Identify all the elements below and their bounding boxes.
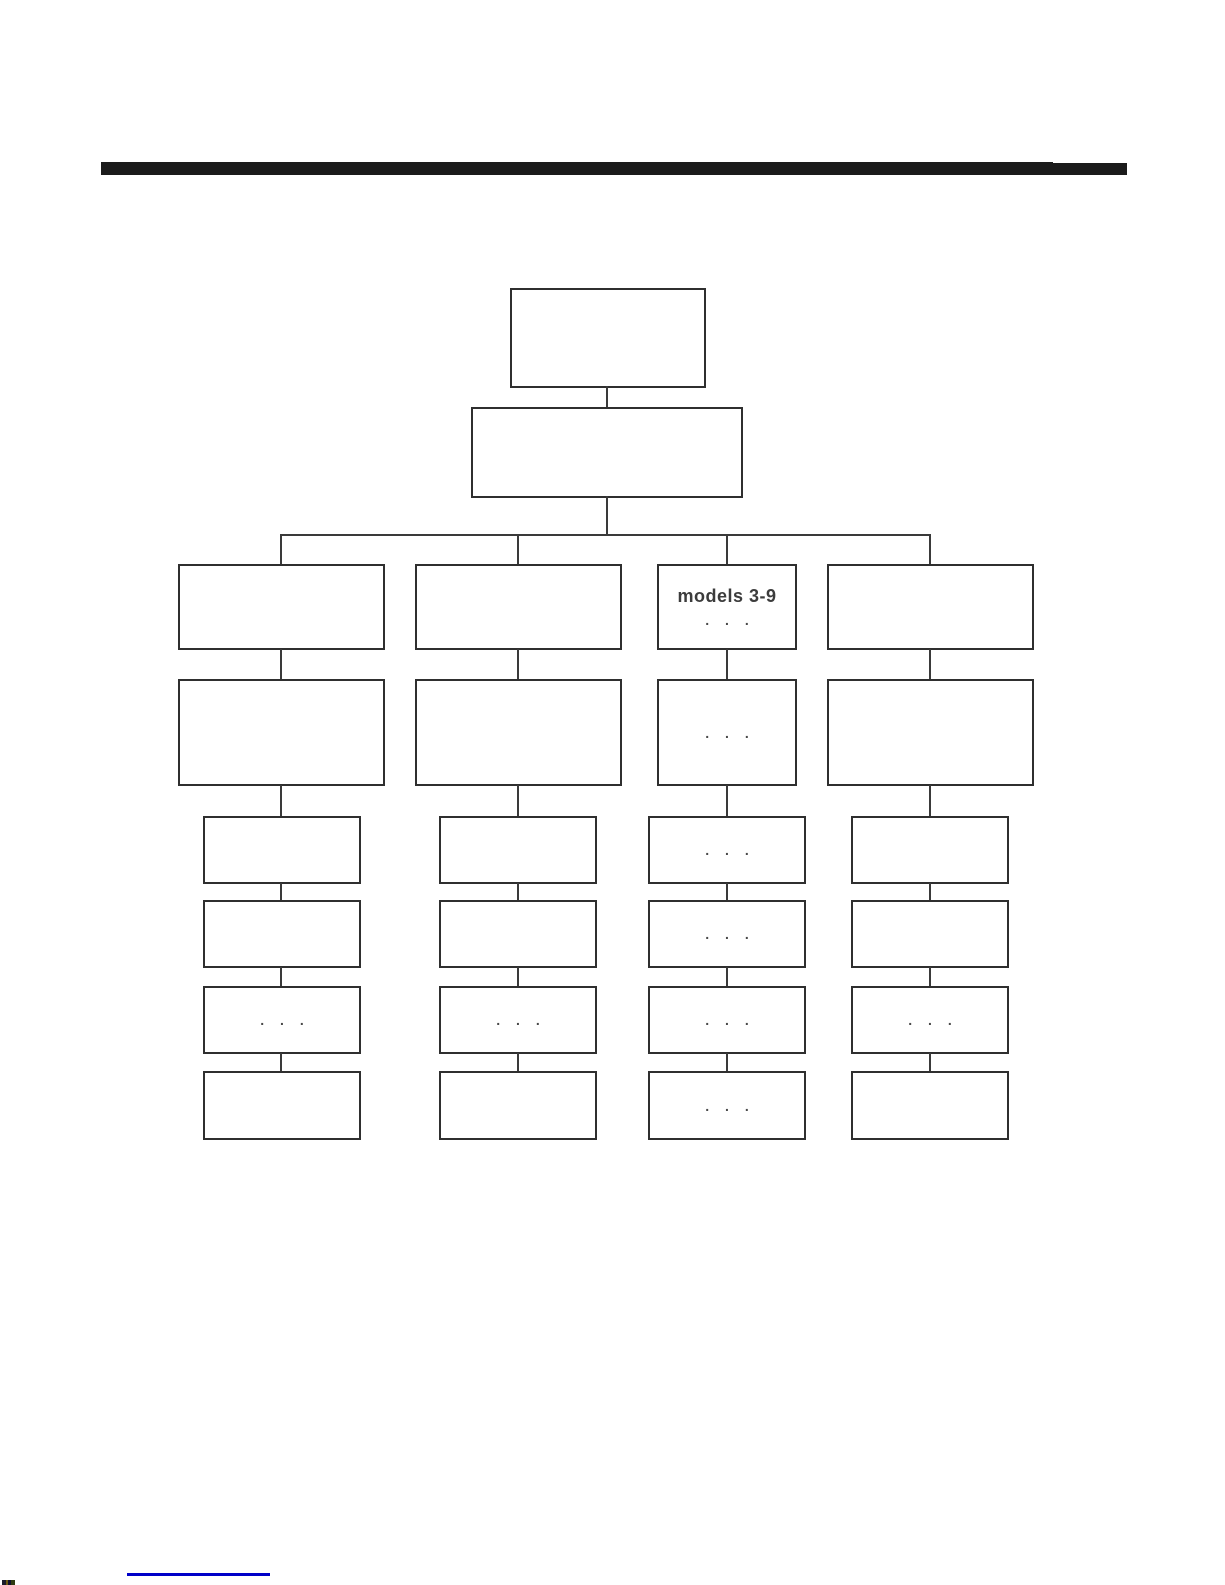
col1-row5-box <box>203 986 361 1054</box>
top-rule-segment-left <box>101 162 1053 175</box>
ellipsis-text: . . . <box>705 1012 755 1028</box>
col3-row1-box <box>657 564 797 650</box>
connector-bus-col4 <box>929 534 931 565</box>
col3-row4-box <box>648 900 806 968</box>
connector-col3-r2-r3 <box>726 785 728 817</box>
ellipsis-text: . . . <box>705 724 755 741</box>
connector-bus-col2 <box>517 534 519 565</box>
connector-col4-r2-r3 <box>929 785 931 817</box>
ellipsis-text: . . . <box>705 1097 755 1114</box>
connector-col4-r5-r6 <box>929 1053 931 1072</box>
connector-root-to-level2 <box>606 386 608 408</box>
connector-level2-to-bus <box>606 496 608 536</box>
bus-line <box>280 534 931 536</box>
col1-row4-box <box>203 900 361 968</box>
col2-row6-box <box>439 1071 597 1140</box>
connector-col2-r5-r6 <box>517 1053 519 1072</box>
col2-row2-box <box>415 679 622 786</box>
col1-row3-box <box>203 816 361 884</box>
scan-corner-artifact <box>2 1580 15 1585</box>
col4-row3-box <box>851 816 1009 884</box>
col3-row6-box <box>648 1071 806 1140</box>
connector-bus-col1 <box>280 534 282 565</box>
ellipsis-text: . . . <box>705 842 755 858</box>
ellipsis-text: . . . <box>496 1012 546 1028</box>
col2-row1-box <box>415 564 622 650</box>
connector-col4-r3-r4 <box>929 883 931 901</box>
col2-row5-box <box>439 986 597 1054</box>
connector-col1-r1-r2 <box>280 649 282 680</box>
connector-col3-r5-r6 <box>726 1053 728 1072</box>
col3-row5-box <box>648 986 806 1054</box>
ellipsis-text: . . . <box>260 1012 310 1028</box>
ellipsis-text: . . . <box>705 612 755 628</box>
connector-col4-r1-r2 <box>929 649 931 680</box>
root-box <box>510 288 706 388</box>
connector-col4-r4-r5 <box>929 967 931 987</box>
col3-row3-box <box>648 816 806 884</box>
connector-col1-r5-r6 <box>280 1053 282 1072</box>
col4-row6-box <box>851 1071 1009 1140</box>
connector-bus-col3 <box>726 534 728 565</box>
connector-col1-r3-r4 <box>280 883 282 901</box>
models-3-9-label: models 3-9 <box>677 586 777 606</box>
col1-row1-box <box>178 564 385 650</box>
connector-col3-r3-r4 <box>726 883 728 901</box>
connector-col1-r4-r5 <box>280 967 282 987</box>
ellipsis-text: . . . <box>908 1012 958 1028</box>
col4-row2-box <box>827 679 1034 786</box>
col2-row3-box <box>439 816 597 884</box>
connector-col2-r1-r2 <box>517 649 519 680</box>
col3-row2-box <box>657 679 797 786</box>
connector-col2-r4-r5 <box>517 967 519 987</box>
connector-col2-r3-r4 <box>517 883 519 901</box>
col4-row5-box <box>851 986 1009 1054</box>
level2-box <box>471 407 743 498</box>
top-rule-segment-right <box>1053 163 1127 175</box>
col4-row4-box <box>851 900 1009 968</box>
footer-blue-line <box>127 1573 270 1576</box>
connector-col3-r4-r5 <box>726 967 728 987</box>
col1-row6-box <box>203 1071 361 1140</box>
col4-row1-box <box>827 564 1034 650</box>
connector-col3-r1-r2 <box>726 649 728 680</box>
connector-col1-r2-r3 <box>280 785 282 817</box>
connector-col2-r2-r3 <box>517 785 519 817</box>
ellipsis-text: . . . <box>705 926 755 942</box>
col1-row2-box <box>178 679 385 786</box>
col2-row4-box <box>439 900 597 968</box>
